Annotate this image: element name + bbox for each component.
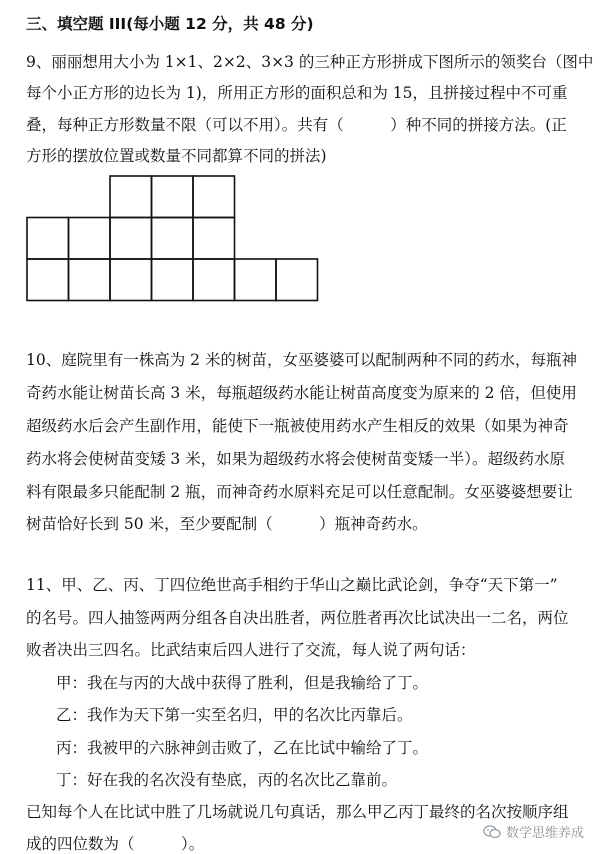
q11-statement-jia: 甲：我在与丙的大战中获得了胜利，但是我输给了丁。 — [56, 674, 429, 692]
q11-line-3: 败者决出三四名。比武结束后四人进行了交流，每人说了两句话： — [26, 641, 476, 659]
q10-line-6: 树苗恰好长到 50 米，至少要配制（ ）瓶神奇药水。 — [26, 515, 428, 533]
q10-line-5: 料有限最多只能配制 2 瓶，而神奇药水原料充足可以任意配制。女巫婆婆想要让 — [26, 483, 573, 501]
grid-cell — [152, 218, 194, 260]
grid-cell — [235, 259, 277, 301]
section-title: 三、填空题 III(每小题 12 分，共 48 分) — [26, 15, 314, 33]
q11-statement-bing: 丙：我被甲的六脉神剑击败了，乙在比试中输给了丁。 — [56, 739, 429, 757]
q10-line-4: 药水将会使树苗变矮 3 米，如果为超级药水将会使树苗变矮一半）。超级药水原 — [26, 450, 565, 468]
q9-line-2: 每个小正方形的边长为 1)，所用正方形的面积总和为 15，且拼接过程中不可重 — [26, 84, 568, 102]
watermark — [483, 822, 584, 841]
podium-figure — [26, 175, 326, 307]
q10-line-3: 超级药水后会产生副作用，能使下一瓶被使用药水产生相反的效果（如果为神奇 — [26, 417, 569, 435]
grid-cell — [27, 259, 69, 301]
grid-cell — [152, 176, 194, 218]
q9-line-4: 方形的摆放位置或数量不同都算不同的拼法) — [26, 147, 327, 165]
grid-cell — [193, 259, 235, 301]
grid-cell — [193, 218, 235, 260]
grid-cell — [193, 176, 235, 218]
grid-cell — [152, 259, 194, 301]
q11-line-2: 的名号。四人抽签两两分组各自决出胜者，两位胜者再次比试决出一二名，两位 — [26, 609, 569, 627]
q11-line-1: 11、甲、乙、丙、丁四位绝世高手相约于华山之巅比武论剑，争夺“天下第一” — [26, 576, 558, 594]
q10-line-2: 奇药水能让树苗长高 3 米，每瓶超级药水能让树苗高度变为原来的 2 倍，但使用 — [26, 384, 577, 402]
q11-closing-2: 成的四位数为（ ）。 — [26, 835, 205, 853]
q10-line-1: 10、庭院里有一株高为 2 米的树苗，女巫婆婆可以配制两种不同的药水，每瓶神 — [26, 351, 577, 369]
wechat-icon — [483, 825, 501, 839]
q11-statement-ding: 丁：好在我的名次没有垫底，丙的名次比乙靠前。 — [56, 771, 398, 789]
q9-line-1: 9、丽丽想用大小为 1×1、2×2、3×3 的三种正方形拼成下图所示的领奖台（图中 — [26, 53, 594, 71]
grid-cell — [276, 259, 318, 301]
q11-closing-1: 已知每个人在比试中胜了几场就说几句真话，那么甲乙丙丁最终的名次按顺序组 — [26, 803, 569, 821]
grid-cell — [110, 259, 152, 301]
grid-cell — [69, 218, 111, 260]
grid-cell — [110, 176, 152, 218]
watermark-text: 数学思维养成 — [505, 826, 584, 841]
grid-cell — [27, 218, 69, 260]
q11-statement-yi: 乙：我作为天下第一实至名归，甲的名次比丙靠后。 — [56, 706, 413, 724]
q9-line-3: 叠，每种正方形数量不限（可以不用）。共有（ ）种不同的拼接方法。(正 — [26, 116, 567, 134]
grid-cell — [110, 218, 152, 260]
grid-cell — [69, 259, 111, 301]
